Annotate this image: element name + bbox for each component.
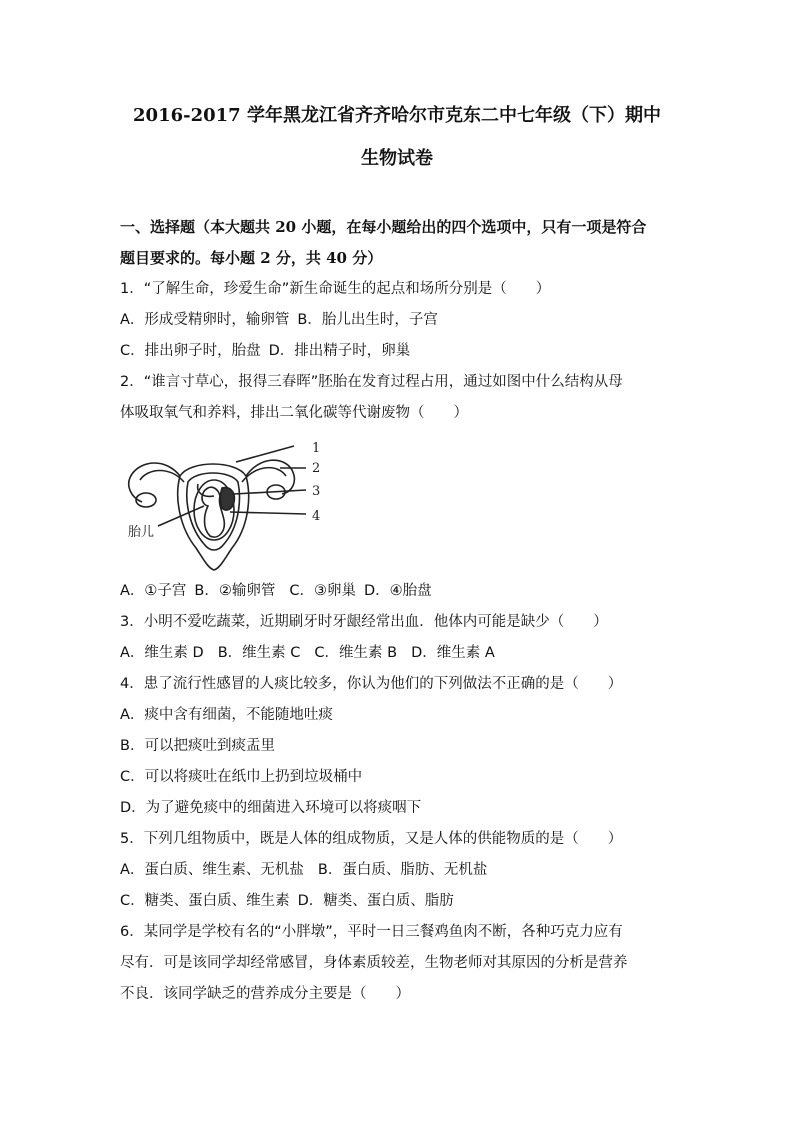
- q1-option-c: C．排出卵子时，胎盘: [120, 343, 261, 359]
- q3-option-c: C．维生素 B: [314, 645, 398, 661]
- q2-options-row: [120, 581, 432, 601]
- label-1: 1: [312, 441, 321, 456]
- q1-stem: 1．“了解生命，珍爱生命”新生命诞生的起点和场所分别是（ ）: [120, 281, 551, 297]
- q3-stem: 3．小明不爱吃蔬菜，近期刷牙时牙龈经常出血．他体内可能是缺少（ ）: [120, 614, 608, 630]
- label-fetus: 胎儿: [128, 525, 155, 540]
- q3-option-a: A．维生素 D: [120, 645, 204, 661]
- q1-option-a: A．形成受精卵时，输卵管: [120, 312, 290, 328]
- label-2: 2: [312, 461, 321, 476]
- q5-options-row1: [120, 860, 487, 880]
- q2-stem-line2: 体吸取氧气和养料，排出二氧化碳等代谢废物（ ）: [120, 405, 468, 421]
- q4-option-d: D．为了避免痰中的细菌进入环境可以将痰咽下: [120, 800, 422, 816]
- q5-option-a: A．蛋白质、维生素、无机盐: [120, 862, 304, 878]
- q6-stem-line2: 尽有．可是该同学却经常感冒，身体素质较差，生物老师对其原因的分析是营养: [120, 955, 628, 971]
- label-4: 4: [312, 509, 321, 524]
- exam-title-line2: 生物试卷: [361, 148, 433, 169]
- q2-stem-line1: 2．“谁言寸草心，报得三春晖”胚胎在发育过程占用，通过如图中什么结构从母: [120, 374, 623, 390]
- q3-options-row: [120, 643, 495, 663]
- q2-option-a: A．①子宫: [120, 583, 187, 599]
- q2-option-d: D．④胎盘: [364, 583, 432, 599]
- q5-option-c: C．糖类、蛋白质、维生素: [120, 893, 290, 909]
- q2-option-c: C．③卵巢: [289, 583, 356, 599]
- q5-option-d: D．糖类、蛋白质、脂肪: [297, 893, 454, 909]
- label-3: 3: [312, 484, 321, 499]
- q5-option-b: B．蛋白质、脂肪、无机盐: [317, 862, 488, 878]
- q1-options-row1: [120, 310, 438, 330]
- exam-title-line1: 2016-2017 学年黑龙江省齐齐哈尔市克东二中七年级（下）期中: [133, 105, 661, 126]
- q4-option-c: C．可以将痰吐在纸巾上扔到垃圾桶中: [120, 769, 363, 785]
- q2-option-b: B．②输卵管: [194, 583, 276, 599]
- uterus-diagram-svg: [118, 432, 328, 572]
- q5-stem: 5．下列几组物质中，既是人体的组成物质，又是人体的供能物质的是（ ）: [120, 831, 623, 847]
- q4-stem: 4．患了流行性感冒的人痰比较多，你认为他们的下列做法不正确的是（ ）: [120, 676, 623, 692]
- q3-option-d: D．维生素 A: [411, 645, 495, 661]
- q4-option-a: A．痰中含有细菌，不能随地吐痰: [120, 707, 333, 723]
- q4-option-b: B．可以把痰吐到痰盂里: [120, 738, 275, 754]
- section-heading-line1: 一、选择题（本大题共 20 小题，在每小题给出的四个选项中，只有一项是符合: [120, 218, 647, 236]
- q1-options-row2: [120, 341, 410, 361]
- q6-stem-line3: 不良．该同学缺乏的营养成分主要是（ ）: [120, 986, 410, 1002]
- q6-stem-line1: 6．某同学是学校有名的“小胖墩”，平时一日三餐鸡鱼肉不断，各种巧克力应有: [120, 924, 623, 940]
- q5-options-row2: [120, 891, 454, 911]
- q3-option-b: B．维生素 C: [217, 645, 301, 661]
- uterus-diagram: [118, 432, 328, 572]
- section-heading-line2: 题目要求的。每小题 2 分，共 40 分）: [120, 249, 383, 267]
- q1-option-b: B．胎儿出生时，子宫: [297, 312, 438, 328]
- q1-option-d: D．排出精子时，卵巢: [268, 343, 411, 359]
